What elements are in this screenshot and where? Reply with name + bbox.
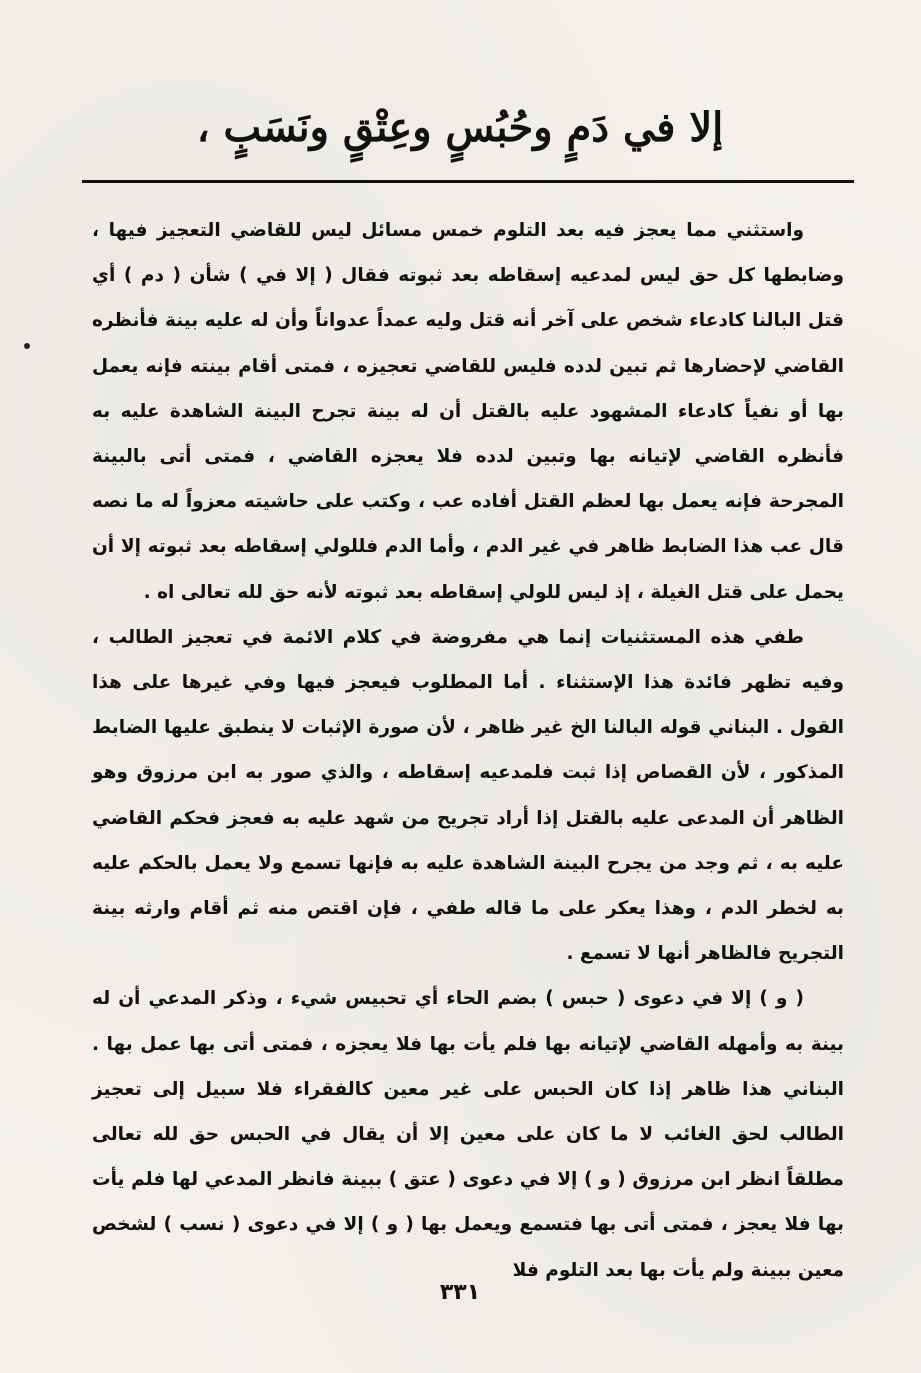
- paragraph-3: ( و ) إلا في دعوى ( حبس ) بضم الحاء أي تحبيس شيء ، وذكر المدعي أن له بينة به وأمهله القاضي لإتيانه بها فلم يأت بها فلا يعجزه ، فمتى أتى بها عمل بها . البناني هذا ظاهر إذا كان الحبس على غير معين كالفقراء فلا سبيل إلى تعجيز الطالب لحق الغائب لا ما كان على معين إلا أن يقال في الحبس حق لله تعالى مطلقاً انظر ابن مرزوق ( و ) إلا في دعوى ( عتق ) ببينة فانظر المدعي لها فلم يأت بها فلا يعجز ، فمتى أتى بها فتسمع ويعمل بها ( و ) إلا في دعوى ( نسب ) لشخص معين ببينة ولم يأت بها بعد التلوم فلا: [92, 988, 844, 1281]
- body-text: [92, 208, 844, 1293]
- paragraph-1: واستثني مما يعجز فيه بعد التلوم خمس مسائل ليس للقاضي التعجيز فيها ، وضابطها كل حق ليس لمدعيه إسقاطه بعد ثبوته فقال ( إلا في ) شأن ( دم ) أي قتل البالنا كادعاء شخص على آخر أنه قتل وليه عمداً عدواناً وأن له عليه بينة فأنظره القاضي لإحضارها ثم تبين لدده فليس للقاضي تعجيزه ، فمتى أقام بينته فإنه يعمل بها أو نفياً كادعاء المشهود عليه بالقتل أن له بينة تجرح البينة الشاهدة عليه به فأنظره القاضي لإتيانه بها وتبين لدده فلا يعجزه القاضي ، فمتى أتى بالبينة المجرحة فإنه يعمل بها لعظم القتل أفاده عب ، وكتب على حاشيته معزواً له ما نصه قال عب هذا الضابط ظاهر في غير الدم ، وأما الدم فللولي إسقاطه بعد ثبوته إلا أن يحمل على قتل الغيلة ، إذ ليس للولي إسقاطه بعد ثبوته لأنه حق لله تعالى اه .: [92, 220, 844, 603]
- verse-title: إلا في دَمٍ وحُبُسٍ وعِتْقٍ ونَسَبٍ ،: [196, 104, 724, 151]
- paragraph-2: طفي هذه المستثنيات إنما هي مفروضة في كلام الائمة في تعجيز الطالب ، وفيه تظهر فائدة هذا الإستثناء . أما المطلوب فيعجز فيها وفي غيرها على هذا القول . البناني قوله البالنا الخ غير ظاهر ، لأن صورة الإثبات لا ينطبق عليها الضابط المذكور ، لأن القصاص إذا ثبت فلمدعيه إسقاطه ، والذي صور به ابن مرزوق وهو الظاهر أن المدعى عليه بالقتل إذا أراد تجريح من شهد عليه به فعجز فحكم القاضي عليه به ، ثم وجد من يجرح البينة الشاهدة عليه به فإنها تسمع ولا يعمل بالحكم عليه به لخطر الدم ، وهذا يعكر على ما قاله طفي ، فإن اقتص منه ثم أقام وارثه بينة التجريح فالظاهر أنها لا تسمع .: [92, 626, 844, 965]
- ink-speck: [24, 343, 30, 349]
- page-number: ٣٣١: [439, 1280, 481, 1305]
- title-divider: [82, 180, 854, 183]
